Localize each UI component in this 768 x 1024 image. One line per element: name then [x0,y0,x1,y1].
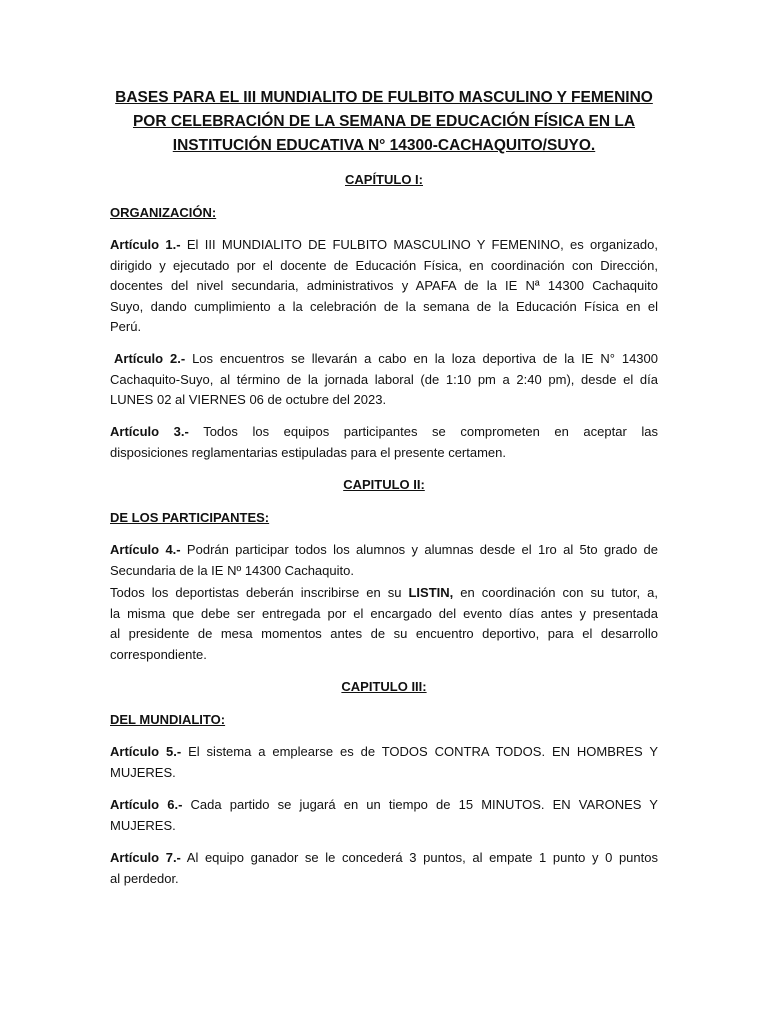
document-title [100,86,668,158]
title-line-2: POR CELEBRACIÓN DE LA SEMANA DE EDUCACIÓN FÍSICA EN LA [132,113,636,130]
title-line-1: BASES PARA EL III MUNDIALITO DE FULBITO MASCULINO Y FEMENINO [115,89,653,106]
article-7-line: al perdedor. [110,870,179,886]
article-1 [110,235,658,338]
chapter-1-label: CAPÍTULO I: [345,172,423,187]
chapter-3-label: CAPITULO III: [341,679,427,694]
article-2-line: Cachaquito-Suyo, al término de la jornada laboral (de 1:10 pm a 2:40 pm), desde el día [110,371,658,387]
listin-emphasis: LISTIN, [408,585,454,600]
article-3 [110,422,658,463]
article-4 [110,540,658,581]
registration-note-line: Todos los deportistas deberán inscribirse en su LISTIN, en coordinación con su tutor, a, [110,585,658,600]
registration-note-line: correspondiente. [110,646,207,662]
article-5-line: Artículo 5.- El sistema a emplearse es de TODOS CONTRA TODOS. EN HOMBRES Y [110,744,658,759]
article-7-line: Artículo 7.- Al equipo ganador se le concederá 3 puntos, al empate 1 punto y 0 puntos [110,850,658,865]
article-3-line: Artículo 3.- Todos los equipos participantes se comprometen en aceptar las [110,424,658,439]
article-1-line: Artículo 1.- El III MUNDIALITO DE FULBITO MASCULINO Y FEMENINO, es organizado, [110,237,658,252]
article-2 [110,349,658,411]
section-heading-mundialito: DEL MUNDIALITO: [110,712,226,727]
article-7-label: Artículo 7.- [110,850,181,865]
article-6-line: Artículo 6.- Cada partido se jugará en un tiempo de 15 MINUTOS. EN VARONES Y [110,797,658,812]
article-1-line: docentes del nivel secundaria, administrativos y APAFA de la IE Nª 14300 Cachaquito [110,278,658,293]
title-line-3: INSTITUCIÓN EDUCATIVA N° 14300-CACHAQUITO/SUYO. [172,137,596,154]
registration-note-line: al presidente de mesa momentos antes de su encuentro deportivo, para el desarrollo [110,626,658,641]
article-2-label: Artículo 2.- [114,351,186,366]
article-4-line: Artículo 4.- Podrán participar todos los alumnos y alumnas desde el 1ro al 5to grado de [110,542,658,557]
article-2-line: Artículo 2.- Los encuentros se llevarán a cabo en la loza deportiva de la IE N° 14300 [114,351,658,366]
article-1-label: Artículo 1.- [110,237,181,252]
article-4-label: Artículo 4.- [110,542,181,557]
article-3-line: disposiciones reglamentarias estipuladas para el presente certamen. [110,444,506,460]
article-5-line: MUJERES. [110,764,176,780]
chapter-2-label: CAPITULO II: [343,477,425,492]
article-1-line: Perú. [110,319,142,334]
article-5 [110,742,658,783]
article-1-line: dirigido y ejecutado por el docente de Educación Física, en coordinación con Dirección, [110,257,658,273]
article-2-line: LUNES 02 al VIERNES 06 de octubre del 2023. [110,392,387,407]
article-5-label: Artículo 5.- [110,744,182,759]
article-6-line: MUJERES. [110,817,176,833]
section-heading-participantes: DE LOS PARTICIPANTES: [110,510,270,525]
registration-note [110,583,658,665]
article-4-line: Secundaria de la IE Nº 14300 Cachaquito. [110,562,354,578]
article-7 [110,848,658,889]
article-6 [110,795,658,836]
registration-note-line: la misma que debe ser entregada por el encargado del evento días antes y presentada [110,605,658,621]
section-heading-organizacion: ORGANIZACIÓN: [110,205,217,220]
article-1-line: Suyo, dando cumplimiento a la celebración de la semana de la Educación Física en el [110,298,658,314]
article-6-label: Artículo 6.- [110,797,183,812]
article-3-label: Artículo 3.- [110,424,189,439]
